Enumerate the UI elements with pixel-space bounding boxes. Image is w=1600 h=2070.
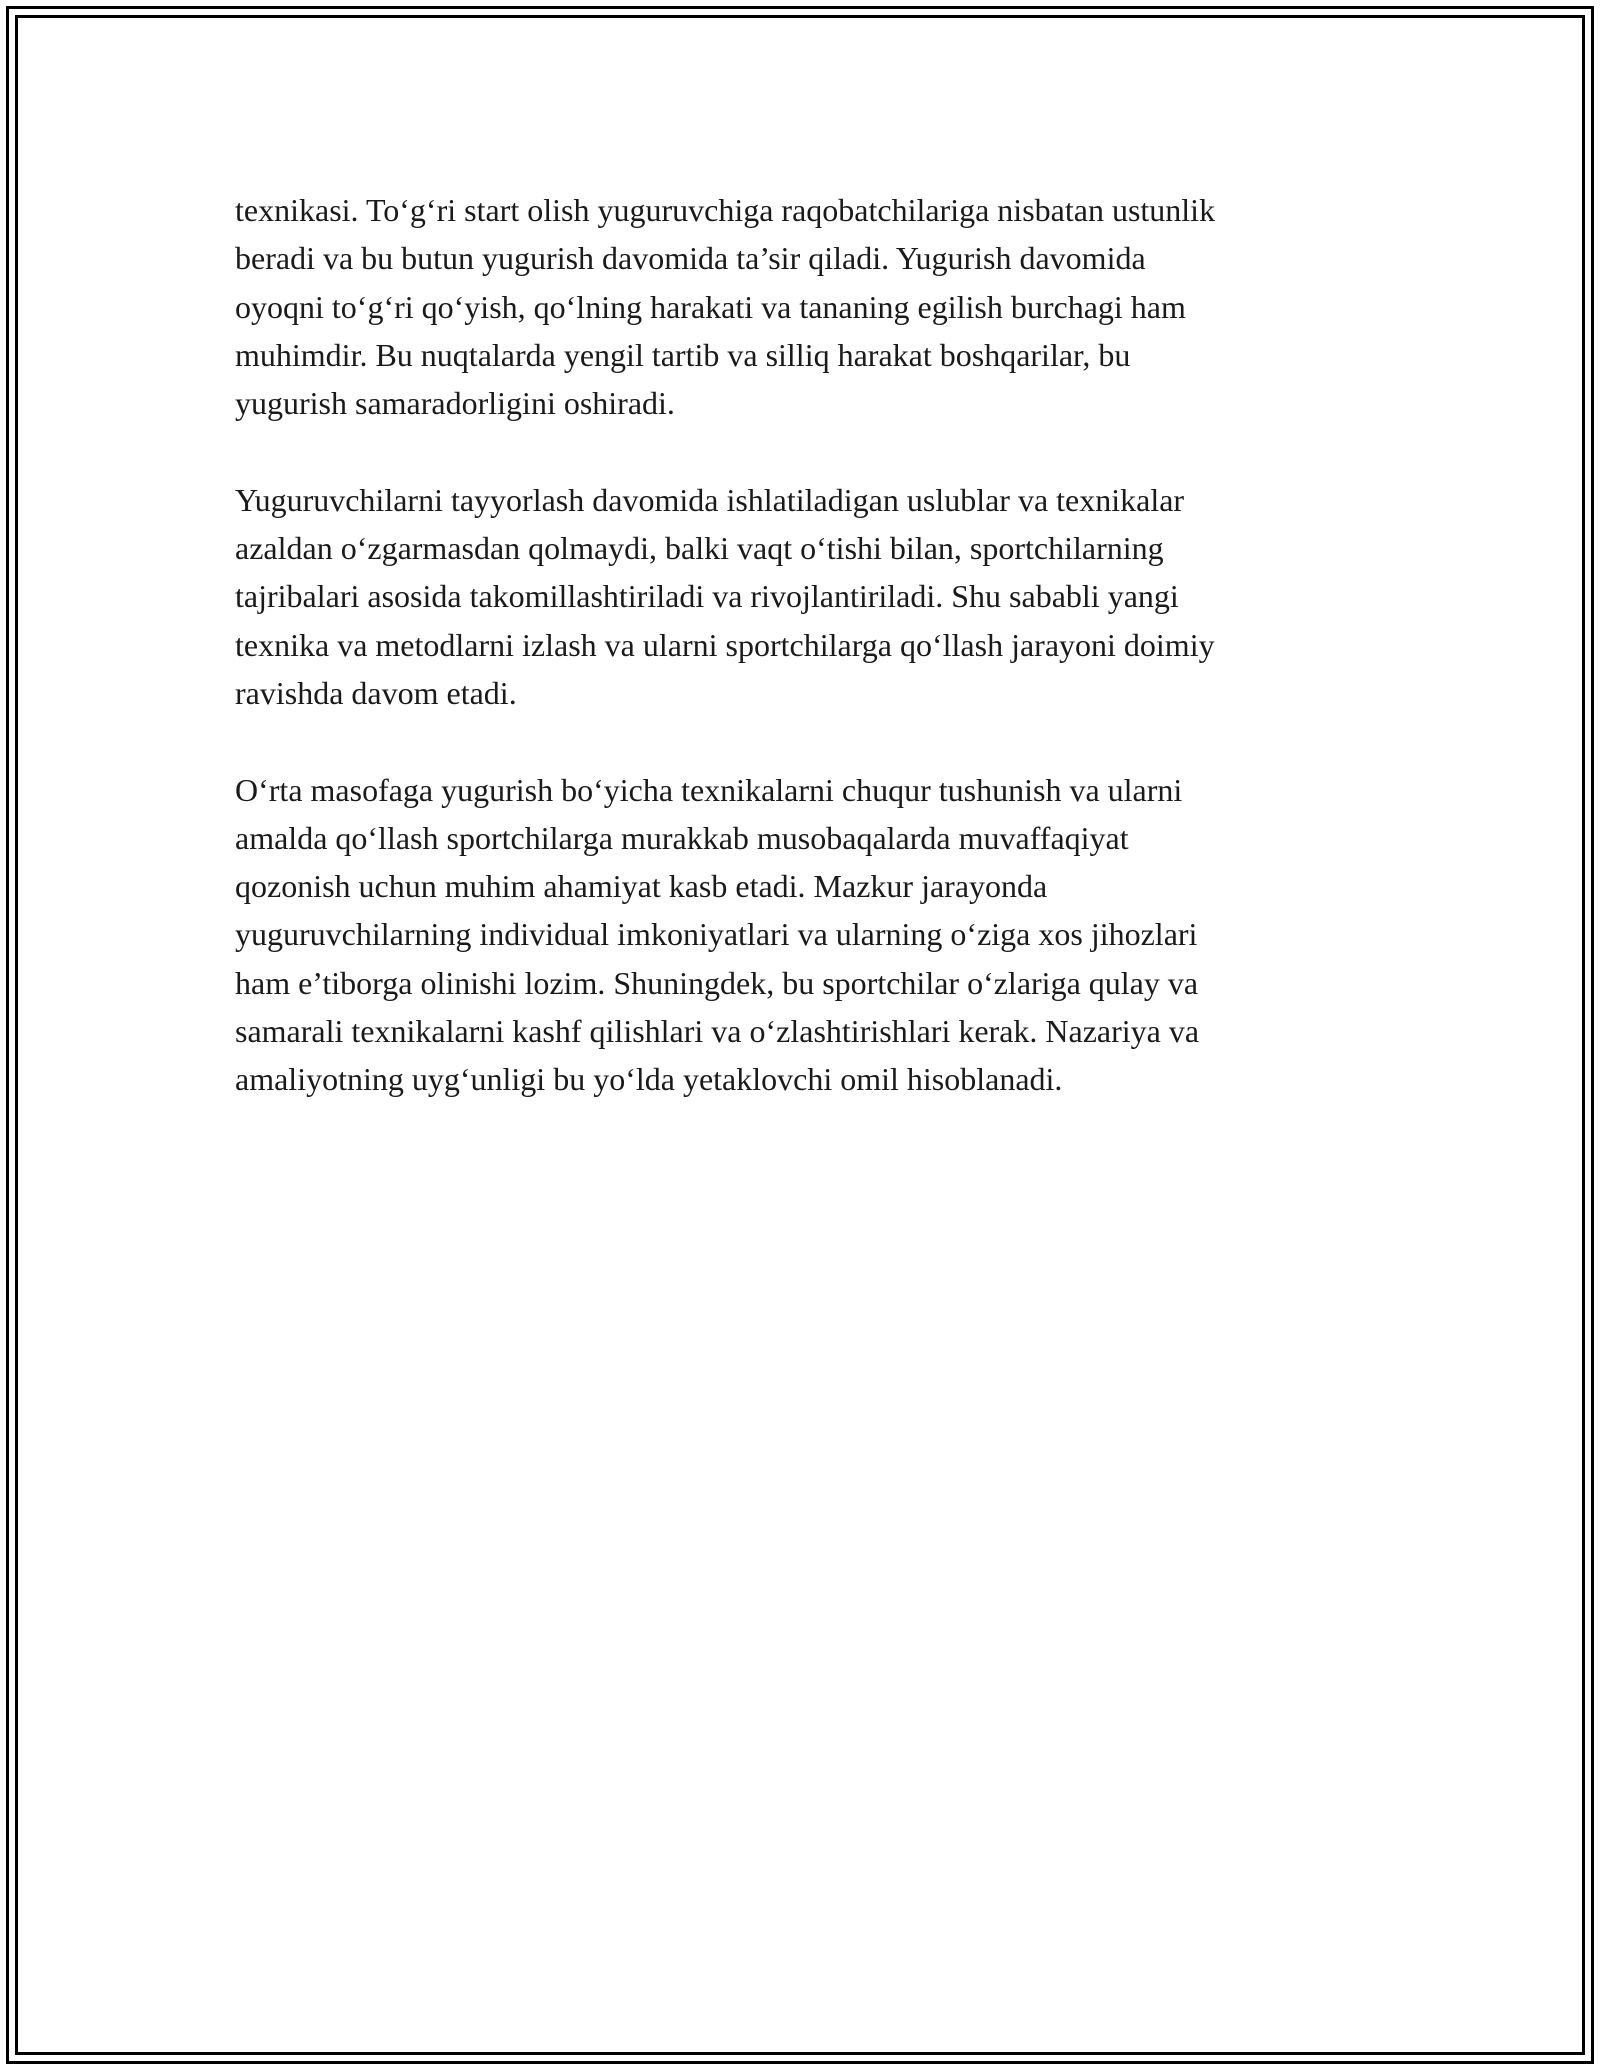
text-line: yuguruvchilarning individual imkoniyatlari va ularning o‘ziga xos jihozlari [235, 916, 1198, 953]
text-line: ravishda davom etadi. [235, 674, 517, 711]
text-line: beradi va bu butun yugurish davomida ta’sir qiladi. Yugurish davomida [235, 240, 1146, 277]
text-line: oyoqni to‘g‘ri qo‘yish, qo‘lning harakati va tananing egilish burchagi ham [235, 288, 1186, 325]
text-line: samarali texnikalarni kashf qilishlari va o‘zlashtirishlari kerak. Nazariya va [235, 1013, 1200, 1050]
paragraph-2 [235, 476, 1385, 717]
text-line: qozonish uchun muhim ahamiyat kasb etadi. Mazkur jarayonda [235, 868, 1048, 905]
text-line: yugurish samaradorligini oshiradi. [235, 385, 675, 422]
text-line: texnikasi. To‘g‘ri start olish yuguruvchiga raqobatchilariga nisbatan ustunlik [235, 192, 1216, 228]
text-line: muhimdir. Bu nuqtalarda yengil tartib va silliq harakat boshqarilar, bu [235, 336, 1131, 373]
text-line: azaldan o‘zgarmasdan qolmaydi, balki vaqt o‘tishi bilan, sportchilarning [235, 530, 1164, 567]
paragraph-3 [235, 766, 1385, 1104]
text-line: Yuguruvchilarni tayyorlash davomida ishlatiladigan uslublar va texnikalar [235, 481, 1185, 518]
text-line: amalda qo‘llash sportchilarga murakkab musobaqalarda muvaffaqiyat [235, 819, 1129, 856]
document-body [235, 186, 1385, 1152]
text-line: ham e’tiborga olinishi lozim. Shuningdek, bu sportchilar o‘zlariga qulay va [235, 964, 1199, 1001]
text-line: amaliyotning uyg‘unligi bu yo‘lda yetaklovchi omil hisoblanadi. [235, 1061, 1063, 1098]
text-line: O‘rta masofaga yugurish bo‘yicha texnikalarni chuqur tushunish va ularni [235, 771, 1183, 808]
text-line: tajribalari asosida takomillashtiriladi va rivojlantiriladi. Shu sababli yangi [235, 578, 1179, 615]
text-line: texnika va metodlarni izlash va ularni sportchilarga qo‘llash jarayoni doimiy [235, 626, 1215, 663]
paragraph-1 [235, 186, 1385, 427]
